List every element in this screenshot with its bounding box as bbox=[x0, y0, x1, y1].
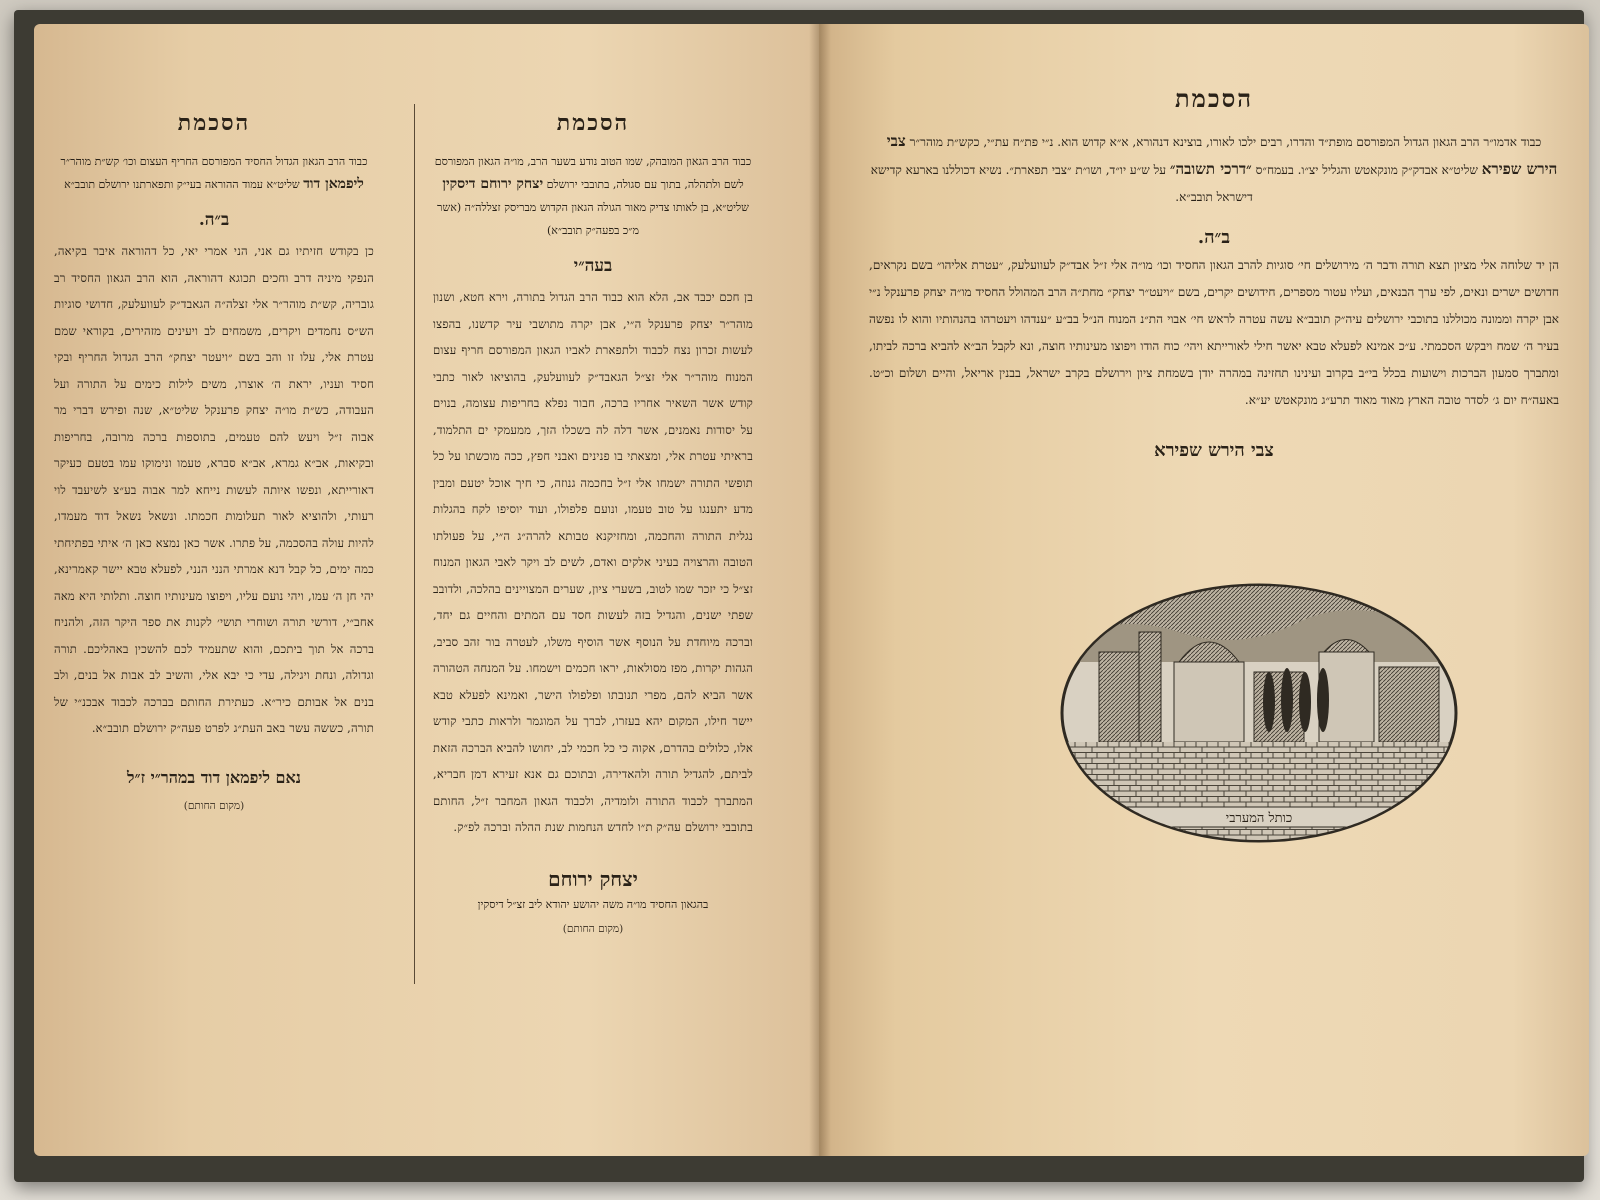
intro-text: כבוד הרב הגאון הגדול החסיד המפורסם החריף העצום וכו׳ קש״ת מוהר״ר bbox=[60, 155, 368, 168]
approbation-heading: הסכמת bbox=[556, 110, 630, 136]
approbation-signature: נאם ליפמאן דוד במהר״י ז״ל bbox=[127, 767, 301, 787]
approbation-body: כן בקודש חזיתיו גם אני, הני אמרי יאי, כל דהוראה איבר בקיאה, הנפקי מיניה דרב וחכים תכוגא דהוראה, הוא הרב הגאון החסיד רב גובריה, קש״ת מוהר״ר אלי זצלה״ה הגאבד״ק לעוועלעק, חדושי סוגיות הש״ס נחמדים ויקרים, משמחים לב ויעינים מזהירים, בקוראי שמם עטרת אלי, עלו זו והב בשם ״ויעטר יצחק״ הרב הגדול החריף ובקי חסיד ועניו, יראת ה׳ אוצרו, משים לילות כימים על התורה ועל העבודה, כש״ת מו״ה יצחק פרענקל שליט״א, שנה ופירש דברי מר אבוה ז״ל ויעש להם טעמים, בתוספות ברכה מרובה, בחריפות ובקיאות, אב״א גמרא, אב״א סברא, טעמו ונימוקו עמו בטעם כעיקר דאורייתא, ונפשו איותה לעשות נייחא למר אבוה בע״צ לשיעבד לוי רעותי, ולהוציא לאור תעלומות חכמתו. ונשאל נשאל דוד מעמדו, להיות עולה בהסכמה, על פתרו. אשר כאן נמצא כאן ה׳ איתי בפתיחתי כמה ימים, כל קבל דנא אמרתי הנני הנני, לפעלא טבא יישר קאמרינא, יהי חן ה׳ עמו, ויהי נועם עליו, ויפוצו מעינותיו חוצה. ותלותי היא מאה אחב״י, דורשי תורה ושוחרי תושי׳ לקנות את ספר היקר הזה, ולהניח ברכה אל תוך ביתכם, והוא שתעמיד לכם להשכין באהליכם. תורה וגדולה, ונחת ויגילה, עדי כי יבא אלי, והשיב לב אבות אל בנים, ולב בנים אל אבותם כיר״א. כעתירת החותם בברכה לכבוד אבכנ״י של תורה, כששה עשר באב העת״ג לפרט פעה״ק ירושלם תובב״א. bbox=[54, 244, 374, 735]
engraving-caption: כותל המערבי bbox=[1225, 811, 1293, 826]
approbation-intro bbox=[433, 150, 753, 242]
approbation-intro bbox=[869, 128, 1559, 211]
approbation-lipman bbox=[54, 104, 374, 812]
approbation-heading: הסכמת bbox=[177, 110, 251, 136]
approbation-diskin bbox=[414, 104, 753, 984]
intro-text: כבוד אדמו״ר הרב הגאון הגדול המפורסם מופת״ד והדרו, רבים ילכו לאורו, בוצינא דנהורא, א״א קדוש הוא. נ״י פת״ח עת״י, כקש״ת מוהר״ר bbox=[909, 135, 1542, 149]
approbation-shapira bbox=[869, 84, 1559, 461]
intro-mid: שליט״א אבדק״ק מונקאטש והגליל יצ״ו. בעמח״ס bbox=[1255, 163, 1478, 177]
intro-book: ״דרכי תשובה״ bbox=[1169, 160, 1252, 178]
left-page bbox=[34, 24, 819, 1156]
book-gutter bbox=[809, 24, 831, 1156]
approbation-sub: בעה״י bbox=[573, 256, 613, 276]
approbation-body: בן חכם יכבד אב, הלא הוא כבוד הרב הגדול בתורה, וירא חטא, ושנון מוהר״ר יצחק פרענקל ה״י, אבן יקרה מתושבי עיר קדשנו, בהפצו לעשות זכרון נצח לכבוד ולתפארת לאביו הגאון המפורסם חריף עצום המנוח מוהר״ר אלי זצ״ל הגאבד״ק לעוועלעק, בהוציאו לאור כתבי קודש אשר השאיר אחריו ברכה, חבור נפלא בחריפות עצומה, בנוים על יסודות נאמנים, אשר דלה לה בשכלו הזך, ממעמקי ים התלמוד, בראיתי עטרת אלי, ומצאתי בו פנינים ואבני חפץ, ככה מוכשתו על כל תופשי התורה ישמחו אלי ז״ל בחכמה גנוזה, כי חיך אוכל יטעם ומבין מדע יתענגו על טוב טעמו, ונועם פלפולו, ועוד יוסיפו לקח בהגלות נגלית התורה והחכמה, ומחזיקנא טבותא להרה״ג ה״י, על פעולתו הטובה והרצויה בעיני אלקים ואדם, לשים לב ויקר לאבי הגאון המנוח זצ״ל כי יזכר שמו לטוב, בשערי ציון, שערים המצויינים בהלכה, ולדובב שפתי ישנים, והגדיל בזה לעשות חסד עם המתים והחיים גם יחד, וברכה מיוחדת על הנוסף אשר הוסיף משלו, לעטרה בור זהב סביב, הגהות יקרות, מפז מסולאות, יראו חכמים וישמחו. על המנחה הטהורה אשר הביא להם, מפרי תנובתו ופלפולו הישר, ואמינא לפעלא טבא יישר חילו, המקום יהא בעזרו, לברך על המוגמר ולראות כתבי קודש אלו, כלולים בהדרם, אקוה כי כל חכמי לב, יחושו להביא הברכה הזאת לביתם, להגדיל תורה ולהאדירה, ובתוכם גם אנא זעירא דמן חבריא, המתברך לכבוד התורה ולומדיה, ולכבוד הגאון המחבר ז״ל, החותם בתובבי ירושלם עה״ק ת״ו לחדש הנחמות שנת ההלה וברכה לפ״ק. bbox=[433, 290, 753, 834]
approbation-intro bbox=[54, 150, 374, 196]
intro-end: שליט״א, בן לאותו צדיק מאור הגולה הגאון הקדוש מבריסק זצללה״ה (אשר מ״כ בפעה״ק תובב״א) bbox=[437, 201, 749, 237]
approbation-sub: ב״ה. bbox=[1197, 227, 1231, 248]
intro-name: צבי הירש שפירא bbox=[886, 132, 1558, 178]
intro-end: שליט״א עמוד ההוראה בעי״ק ותפארתנו ירושלם תובב״א bbox=[64, 178, 300, 191]
intro-end: על ש״ע יו״ד, ושו״ת ״צבי תפארת״. נשיא דכוללנו בארעא קדישא דישראל תובב״א. bbox=[870, 163, 1253, 204]
seal-placeholder: (מקום החותם) bbox=[562, 922, 624, 935]
approbation-signature-sub: בהגאון החסיד מו״ה משה יהושע יהודא ליב זצ״ל דיסקין bbox=[477, 897, 709, 911]
intro-name: ליפמאן דוד bbox=[303, 176, 364, 192]
right-page bbox=[819, 24, 1589, 1156]
western-wall-engraving bbox=[1059, 582, 1459, 844]
open-book bbox=[14, 10, 1584, 1182]
approbation-signature: יצחק ירוחם bbox=[548, 866, 638, 891]
approbation-sub: ב״ה. bbox=[198, 210, 230, 230]
seal-placeholder: (מקום החותם) bbox=[183, 799, 245, 812]
approbation-heading: הסכמת bbox=[1174, 84, 1254, 113]
approbation-signature: צבי הירש שפירא bbox=[1154, 440, 1274, 461]
intro-text: כבוד הרב הגאון המובהק, שמו הטוב נודע בשער הרב, מו״ה הגאון המפורסם לשם ולתהלה, בתוך עם סגולה, בתובבי ירושלם bbox=[434, 155, 752, 191]
approbation-body: הן יד שלוחה אלי מציון תצא תורה ודבר ה׳ מירושלים חי׳ סוגיות להרב הגאון החסיד וכו׳ מו״ה אלי ז״ל אבד״ק לעוועלעק, ״עטרת אליהו״ בשם נקראים, חדושים ישרים ונאים, לפי ערך הבנאים, ועליו עטור מספרים, חידושים יקרים, בשם ״ויעט״ר יצחק״ מחת״ה הרב המהולל החסיד מו״ה יצחק פרענקל נ״י אבן יקרה וממונה מכוללנו בתוכבי ירושלים עיה״ק תובב״א עשה עטרה לראש חי׳ אבוי הת״נ המנוח הנ״ל בב״ע ״ענדהו ויעטרהו בהנהותיו והוא לו נפשה בעיר ה׳ שמח ויבקש הסכמתי. ע״כ אמינא לפעלא טבא יאשר חילי לאורייתא ויהי׳ כוח הודו ויפוצו מעינותיו חוצה, ונא לקבל הב״א להביא ברכה לביתו, ומתברך סמעון הברכות וישועות בכלל בי״ב בקרוב ועינינו תחזינה במהרה יודן בשמחת ציון וירושלם בקרב ישראל, בבנין אריאל, והיים ושלום וכ״ט. באעה״ח יום ג׳ לסדר טובה הארץ מאוד מאוד תרע״ג מונקאטש יע״א. bbox=[869, 258, 1559, 407]
intro-name: יצחק ירוחם דיסקין bbox=[442, 176, 544, 192]
